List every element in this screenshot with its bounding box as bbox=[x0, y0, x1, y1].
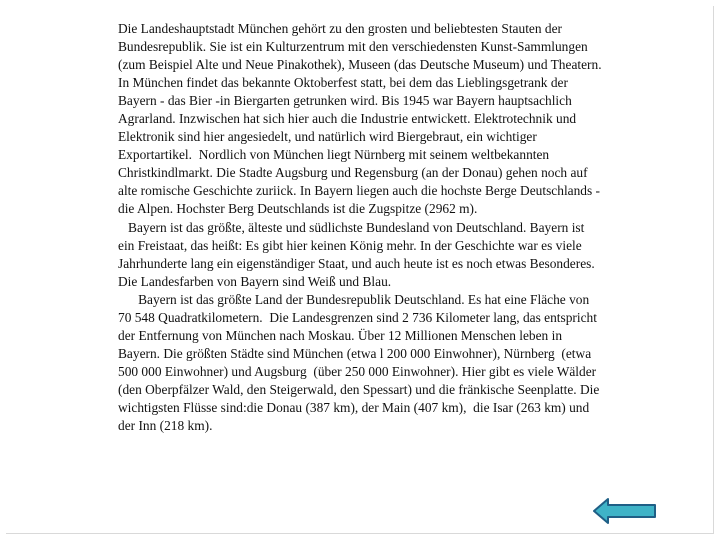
text-line: Elektronik sind hier angesiedelt, und natürlich wird Biergebraut, ein wichtiger bbox=[118, 129, 537, 145]
text-line: Die Landeshauptstadt München gehört zu den grosten und beliebtesten Stauten der bbox=[118, 21, 562, 36]
text-line: Bayern - das Bier -in Biergarten getrunken wird. Bis 1945 war Bayern hauptsachlich bbox=[118, 93, 572, 109]
text-line: der Entfernung von München nach Moskau. Über 12 Millionen Menschen leben in bbox=[118, 327, 563, 343]
text-line: Agrarland. Inzwischen hat sich hier auch die Industrie entwickett. Elektrotechnik und bbox=[118, 111, 577, 127]
frame-line-right bbox=[713, 6, 714, 534]
text-line: die Alpen. Hochster Berg Deutschlands ist die Zugspitze (2962 m). bbox=[118, 201, 478, 217]
text-line: In München findet das bekannte Oktoberfest statt, bei dem das Lieblingsgetrank der bbox=[118, 75, 568, 91]
text-line: alte romische Geschichte zuriick. In Bayern liegen auch die hochste Berge Deutschlands - bbox=[118, 183, 601, 199]
text-line: Christkindlmarkt. Die Stadte Augsburg und Regensburg (an der Donau) gehen noch auf bbox=[118, 165, 588, 181]
text-line: wichtigsten Flüsse sind:die Donau (387 km), der Main (407 km), die Isar (263 km) und bbox=[118, 399, 590, 415]
text-line: Bayern ist das größte Land der Bundesrepublik Deutschland. Es hat eine Fläche von bbox=[118, 291, 590, 307]
text-line: Bundesrepublik. Sie ist ein Kulturzentrum mit den verschiedensten Kunst-Sammlungen bbox=[118, 39, 588, 55]
text-line: 500 000 Einwohner) und Augsburg (über 250 000 Einwohner). Hier gibt es viele Wälder bbox=[118, 363, 597, 379]
text-line: (den Oberpfälzer Wald, den Steigerwald, den Spessart) und die fränkische Seenplatte. Die bbox=[118, 381, 600, 397]
text-line: der Inn (218 km). bbox=[118, 418, 213, 434]
frame-line-bottom bbox=[6, 533, 714, 534]
text-line: ein Freistaat, das heißt: Es gibt hier keinen König mehr. In der Geschichte war es viele bbox=[118, 237, 582, 253]
text-line: Bayern. Die größten Städte sind München (etwa l 200 000 Einwohner), Nürnberg (etwa bbox=[118, 345, 592, 361]
text-line: Die Landesfarben von Bayern sind Weiß und Blau. bbox=[118, 273, 392, 289]
text-line: 70 548 Quadratkilometern. Die Landesgrenzen sind 2 736 Kilometer lang, das entspricht bbox=[118, 309, 597, 325]
text-line: (zum Beispiel Alte und Neue Pinakothek), Museen (das Deutsche Museum) und Theatern. bbox=[118, 57, 602, 73]
text-line: Exportartikel. Nordlich von München liegt Nürnberg mit seinem weltbekannten bbox=[118, 147, 550, 163]
back-button[interactable] bbox=[592, 497, 658, 525]
text-line: Jahrhunderte lang ein eigenständiger Staat, und auch heute ist es noch etwas Besonderes. bbox=[118, 255, 595, 271]
document-text bbox=[118, 20, 702, 435]
text-line: Bayern ist das größte, älteste und südlichste Bundesland von Deutschland. Bayern ist bbox=[118, 219, 585, 235]
arrow-left-icon bbox=[592, 497, 658, 525]
